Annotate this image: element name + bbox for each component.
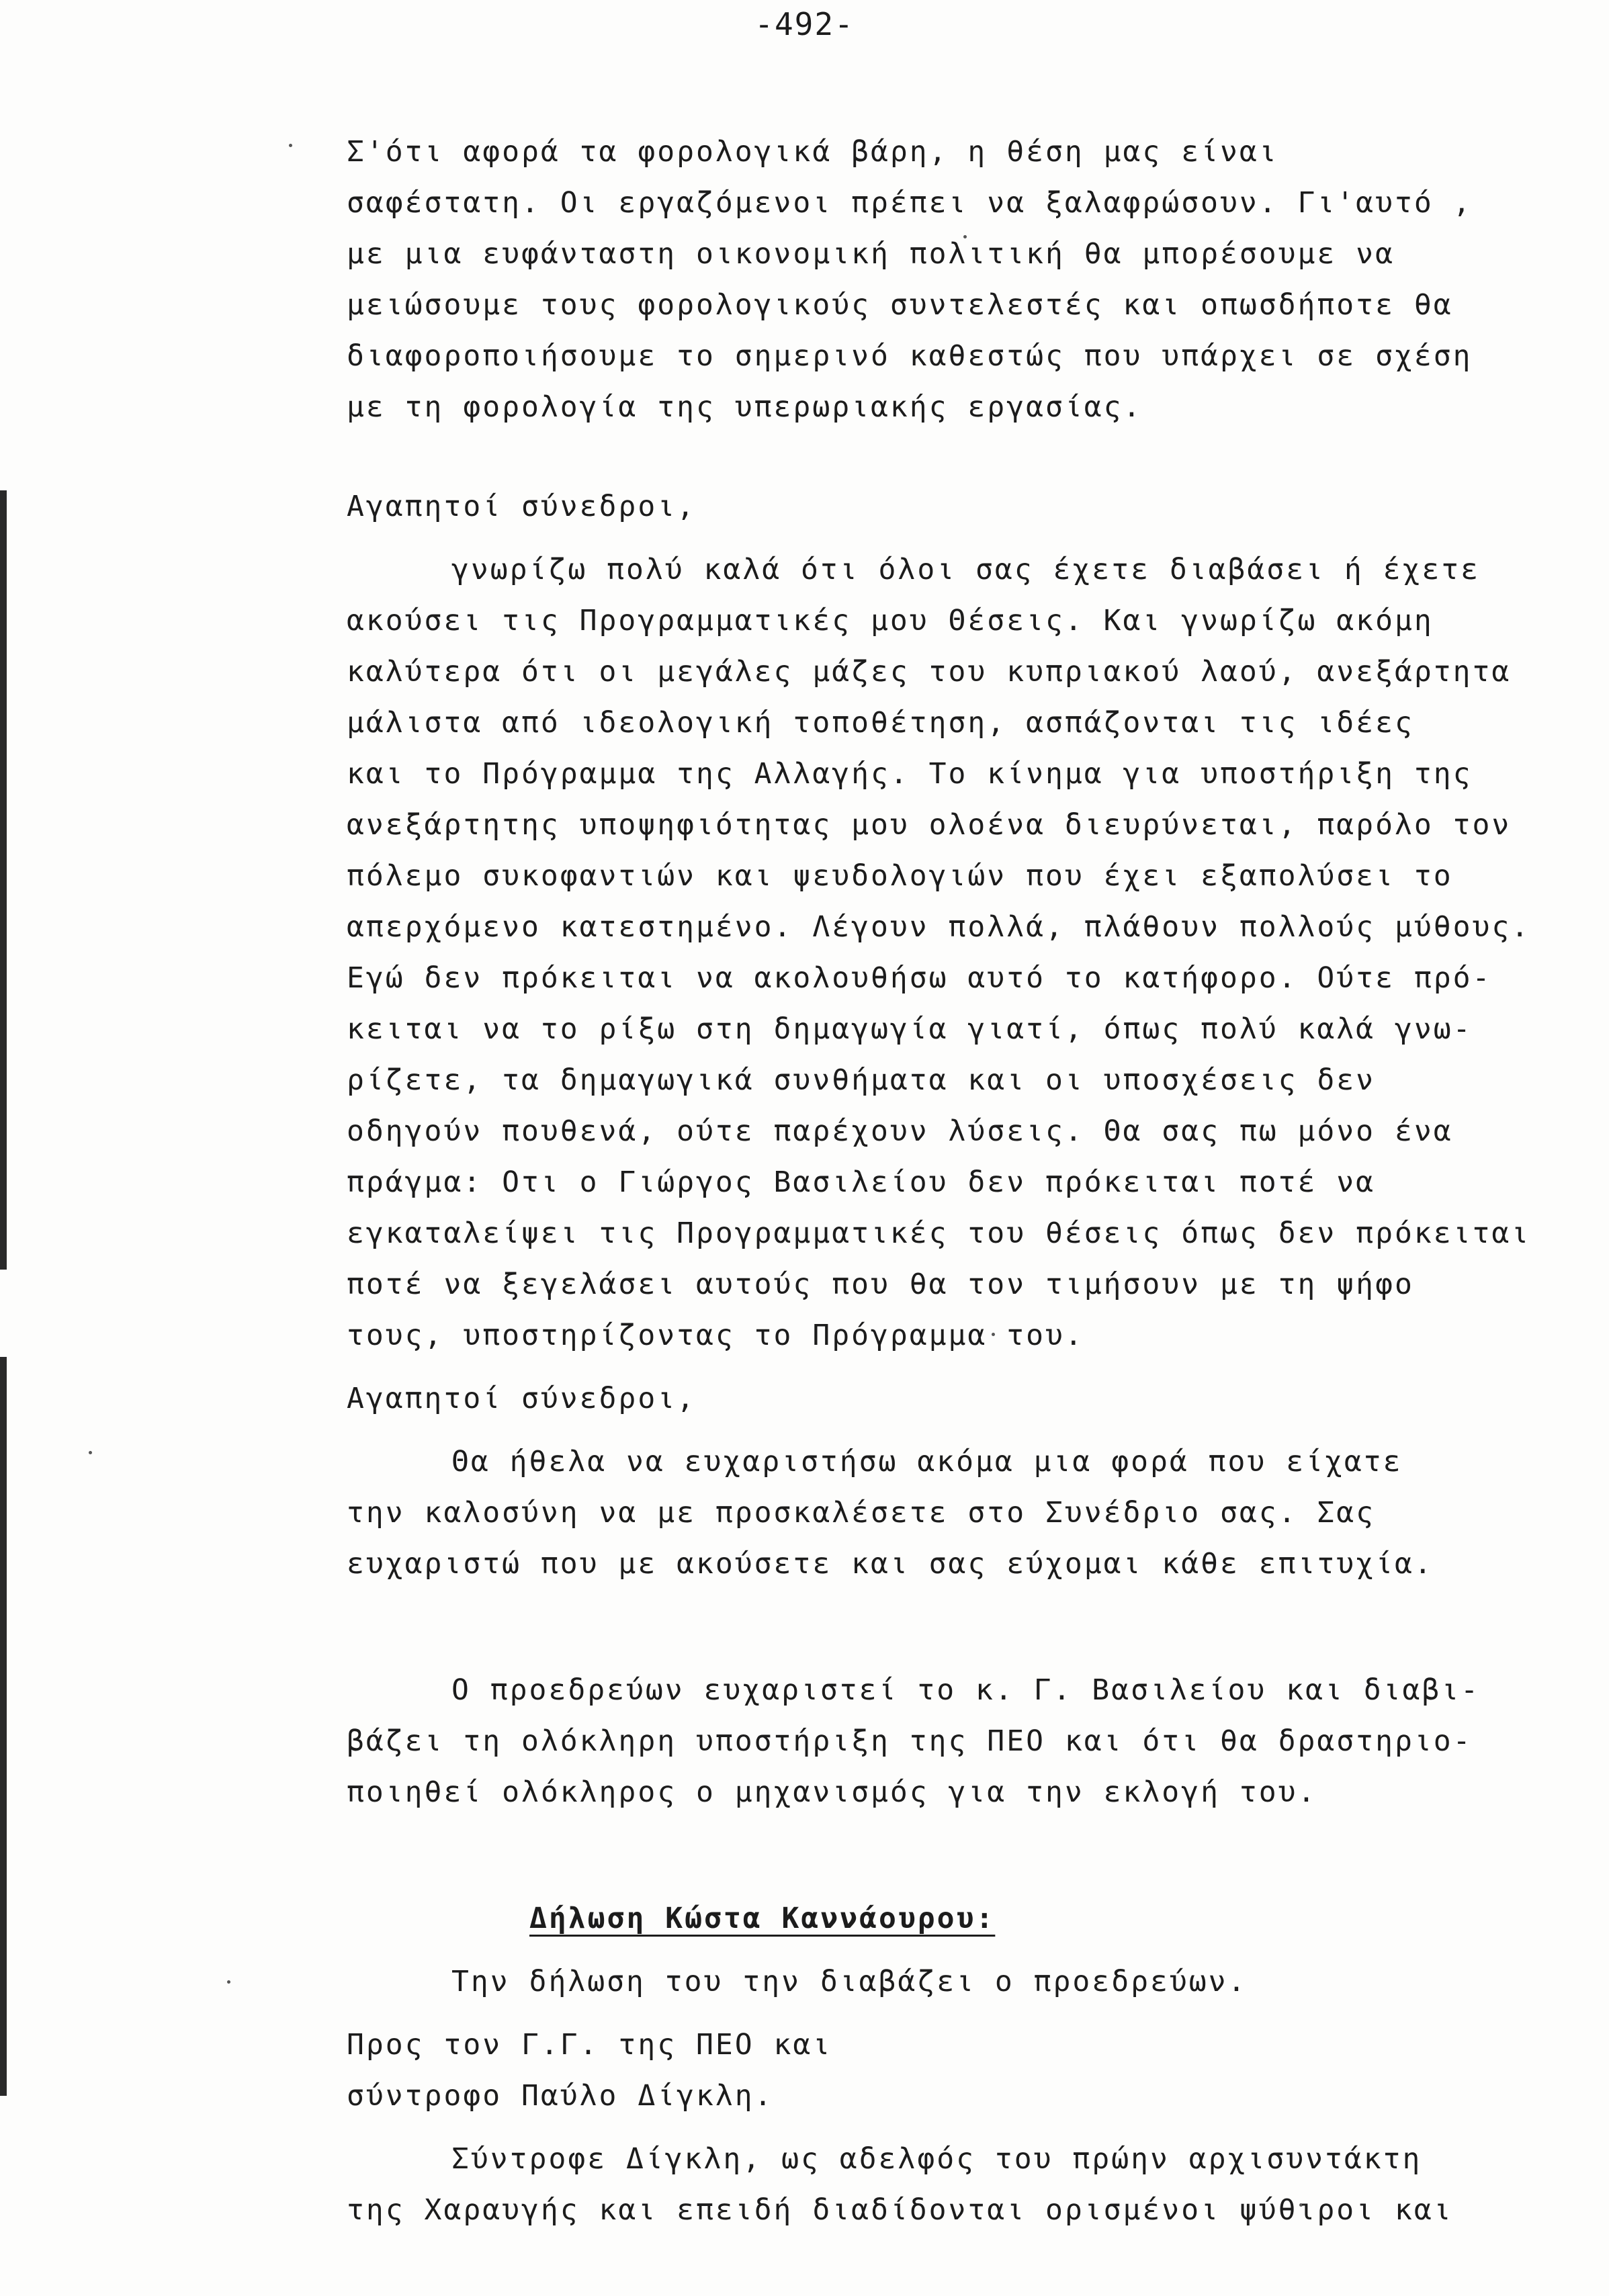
paragraph-gap	[347, 532, 1590, 544]
scan-speck	[227, 1980, 230, 1984]
text-line: σύντροφο Παύλο Δίγκλη.	[347, 2079, 774, 2113]
text-line: ποτέ να ξεγελάσει αυτούς που θα τον τιμήσουν με τη ψήφο	[347, 1268, 1414, 1301]
paragraph	[347, 126, 1590, 433]
page-number: -492-	[754, 6, 855, 42]
heading-line	[347, 1893, 1590, 1944]
text-line: Θα ήθελα να ευχαριστήσω ακόμα μια φορά που είχατε	[451, 1445, 1403, 1478]
paragraph-gap	[347, 1424, 1590, 1436]
paragraph-gap	[347, 1589, 1590, 1665]
paragraph	[347, 2133, 1590, 2236]
text-line: με μια ευφάνταστη οικονομική πολιτική θα μπορέσουμε να	[347, 237, 1395, 271]
text-line: Αγαπητοί σύνεδροι,	[347, 1382, 696, 1415]
text-line: την καλοσύνη να με προσκαλέσετε στο Συνέδριο σας. Σας	[347, 1496, 1376, 1530]
text-line: μάλιστα από ιδεολογική τοποθέτηση, ασπάζονται τις ιδέες	[347, 706, 1414, 740]
body-text	[347, 126, 1590, 2236]
text-line: γνωρίζω πολύ καλά ότι όλοι σας έχετε διαβάσει ή έχετε	[451, 553, 1481, 586]
paragraph-gap	[347, 433, 1590, 481]
scan-edge-mark	[0, 1357, 7, 2096]
paragraph	[347, 1373, 1590, 1424]
text-line: βάζει τη ολόκληρη υποστήριξη της ΠΕΟ και ότι θα δραστηριο-	[347, 1724, 1473, 1758]
paragraph-gap	[347, 2007, 1590, 2019]
scan-speck	[89, 1451, 92, 1454]
text-line: ακούσει τις Προγραμματικές μου Θέσεις. Και γνωρίζω ακόμη	[347, 604, 1434, 637]
paragraph-gap	[347, 2121, 1590, 2133]
paragraph	[347, 544, 1590, 1361]
text-line: σαφέστατη. Οι εργαζόμενοι πρέπει να ξαλαφρώσουν. Γι'αυτό ,	[347, 186, 1473, 220]
heading-text: Δήλωση Κώστα Καννάουρου:	[529, 1902, 996, 1935]
paragraph	[347, 1436, 1590, 1589]
paragraph-gap	[347, 1361, 1590, 1373]
text-line: Ο προεδρεύων ευχαριστεί το κ. Γ. Βασιλείου και διαβι-	[451, 1673, 1481, 1707]
paragraph	[347, 1956, 1590, 2007]
text-line: απερχόμενο κατεστημένο. Λέγουν πολλά, πλάθουν πολλούς μύθους.	[347, 910, 1531, 944]
paragraph-gap	[347, 1944, 1590, 1956]
paragraph-gap	[347, 1818, 1590, 1893]
text-line: πόλεμο συκοφαντιών και ψευδολογιών που έχει εξαπολύσει το	[347, 859, 1453, 893]
text-line: ρίζετε, τα δημαγωγικά συνθήματα και οι υποσχέσεις δεν	[347, 1063, 1376, 1097]
text-line: Αγαπητοί σύνεδροι,	[347, 490, 696, 523]
text-line: μειώσουμε τους φορολογικούς συντελεστές και οπωσδήποτε θα	[347, 288, 1453, 322]
text-line: Σύντροφε Δίγκλη, ως αδελφός του πρώην αρχισυντάκτη	[451, 2142, 1422, 2176]
scan-speck	[289, 144, 292, 147]
text-line: Σ'ότι αφορά τα φορολογικά βάρη, η θέση μας είναι	[347, 135, 1278, 169]
text-line: Την δήλωση του την διαβάζει ο προεδρεύων.	[451, 1965, 1248, 1998]
text-line: διαφοροποιήσουμε το σημερινό καθεστώς που υπάρχει σε σχέση	[347, 339, 1473, 373]
text-line: Εγώ δεν πρόκειται να ακολουθήσω αυτό το κατήφορο. Ούτε πρό-	[347, 961, 1492, 995]
text-line: ευχαριστώ που με ακούσετε και σας εύχομαι κάθε επιτυχία.	[347, 1547, 1434, 1581]
text-line: τους, υποστηρίζοντας το Πρόγραμμα του.	[347, 1319, 1084, 1352]
paragraph	[347, 2019, 1590, 2121]
scan-edge-mark	[0, 490, 7, 1270]
text-line: της Χαραυγής και επειδή διαδίδονται ορισμένοι ψύθιροι και	[347, 2193, 1453, 2227]
paragraph	[347, 1665, 1590, 1818]
text-line: Προς τον Γ.Γ. της ΠΕΟ και	[347, 2028, 832, 2062]
text-line: με τη φορολογία της υπερωριακής εργασίας.	[347, 390, 1143, 424]
text-line: και το Πρόγραμμα της Αλλαγής. Το κίνημα για υποστήριξη της	[347, 757, 1473, 791]
text-line: οδηγούν πουθενά, ούτε παρέχουν λύσεις. Θα σας πω μόνο ένα	[347, 1114, 1453, 1148]
text-line: πράγμα: Οτι ο Γιώργος Βασιλείου δεν πρόκειται ποτέ να	[347, 1165, 1376, 1199]
text-line: καλύτερα ότι οι μεγάλες μάζες του κυπριακού λαού, ανεξάρτητα	[347, 655, 1512, 689]
section-heading	[347, 1893, 1590, 1944]
paragraph	[347, 481, 1590, 532]
text-line: ανεξάρτητης υποψηφιότητας μου ολοένα διευρύνεται, παρόλο τον	[347, 808, 1512, 842]
text-line: κειται να το ρίξω στη δημαγωγία γιατί, όπως πολύ καλά γνω-	[347, 1012, 1473, 1046]
text-line: εγκαταλείψει τις Προγραμματικές του θέσεις όπως δεν πρόκειται	[347, 1217, 1531, 1250]
text-line: ποιηθεί ολόκληρος ο μηχανισμός για την εκλογή του.	[347, 1775, 1317, 1809]
